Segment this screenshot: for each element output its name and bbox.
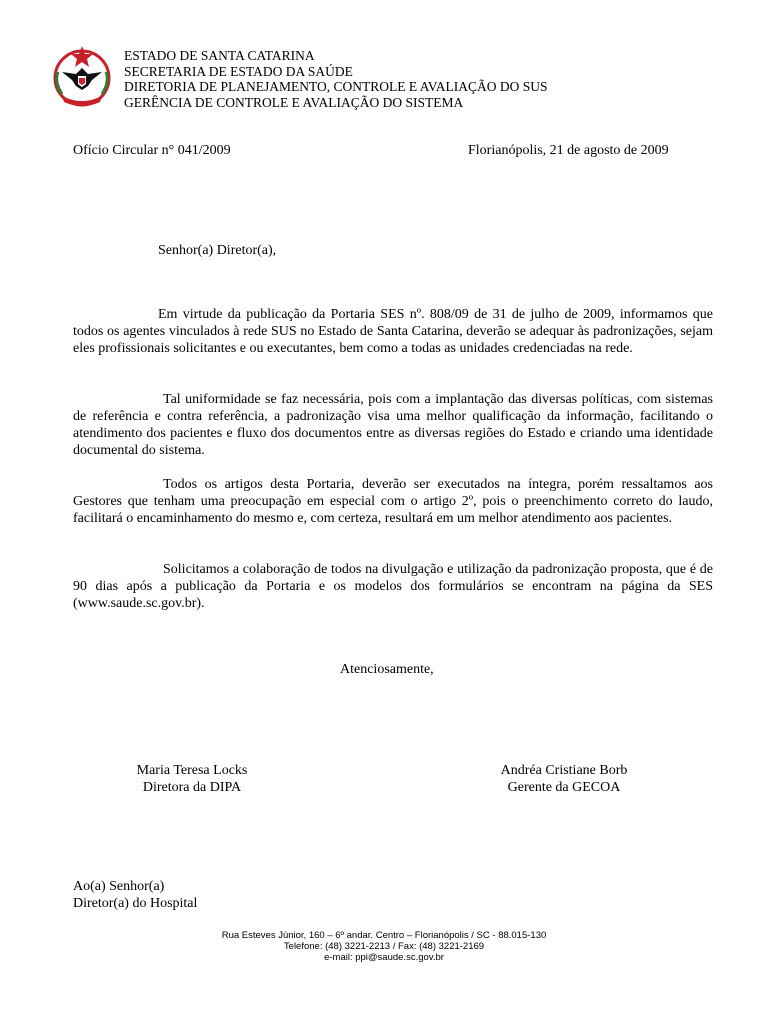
footer-email: e-mail: ppi@saude.sc.gov.br bbox=[324, 952, 444, 963]
date-line: Florianópolis, 21 de agosto de 2009 bbox=[468, 143, 669, 158]
footer-address: Rua Esteves Júnior, 160 – 6º andar. Centro – Florianópolis / SC - 88.015-130 bbox=[221, 930, 547, 941]
signatory-title: Gerente da GECOA bbox=[507, 780, 621, 795]
signatory-right bbox=[484, 762, 644, 796]
body-paragraph: Tal uniformidade se faz necessária, pois com a implantação das diversas políticas, com sistemas de referência e contra referência, a padronização visa uma melhor qualificação da informação, facilitando o atendimento dos pacientes e fluxo dos documentos entre as diversas regiões do Estado e criando uma identidade documental do sistema. bbox=[73, 392, 713, 458]
footer bbox=[0, 930, 768, 963]
coat-of-arms-icon bbox=[48, 42, 116, 110]
salutation: Senhor(a) Diretor(a), bbox=[158, 243, 277, 258]
addressee-line: Ao(a) Senhor(a) bbox=[73, 879, 165, 894]
body-paragraph: Todos os artigos desta Portaria, deverão ser executados na íntegra, porém ressaltamos aos Gestores que tenham uma preocupação em especial com o artigo 2º, pois o preenchimento correto do laudo, facilitará o encaminhamento do mesmo e, com certeza, resultará em um melhor atendimento aos pacientes. bbox=[73, 477, 713, 526]
letterhead-line: GERÊNCIA DE CONTROLE E AVALIAÇÃO DO SISTEMA bbox=[124, 94, 464, 110]
signatory-left bbox=[112, 762, 272, 796]
addressee-line: Diretor(a) do Hospital bbox=[73, 896, 198, 911]
body-paragraph: Solicitamos a colaboração de todos na divulgação e utilização da padronização proposta, que é de 90 dias após a publicação da Portaria e os modelos dos formulários se encontram na página da SES (www.saude.sc.gov.br). bbox=[73, 562, 713, 611]
signatory-title: Diretora da DIPA bbox=[142, 780, 242, 795]
footer-phone: Telefone: (48) 3221-2213 / Fax: (48) 3221-2169 bbox=[283, 941, 485, 952]
signatory-name: Maria Teresa Locks bbox=[136, 763, 248, 778]
letterhead-line: SECRETARIA DE ESTADO DA SAÚDE bbox=[124, 63, 353, 79]
closing: Atenciosamente, bbox=[340, 662, 434, 677]
body-paragraph: Em virtude da publicação da Portaria SES nº. 808/09 de 31 de julho de 2009, informamos que todos os agentes vinculados à rede SUS no Estado de Santa Catarina, deverão se adequar às padronizações, sejam eles profissionais solicitantes e ou executantes, bem como a todas as unidades credenciadas na rede. bbox=[73, 307, 713, 356]
reference-number: Ofício Circular n° 041/2009 bbox=[73, 143, 231, 158]
letterhead-line: ESTADO DE SANTA CATARINA bbox=[124, 48, 315, 63]
addressee bbox=[73, 878, 197, 912]
letterhead bbox=[124, 48, 548, 110]
signatory-name: Andréa Cristiane Borb bbox=[500, 763, 628, 778]
letterhead-line: DIRETORIA DE PLANEJAMENTO, CONTROLE E AVALIAÇÃO DO SUS bbox=[124, 79, 548, 94]
